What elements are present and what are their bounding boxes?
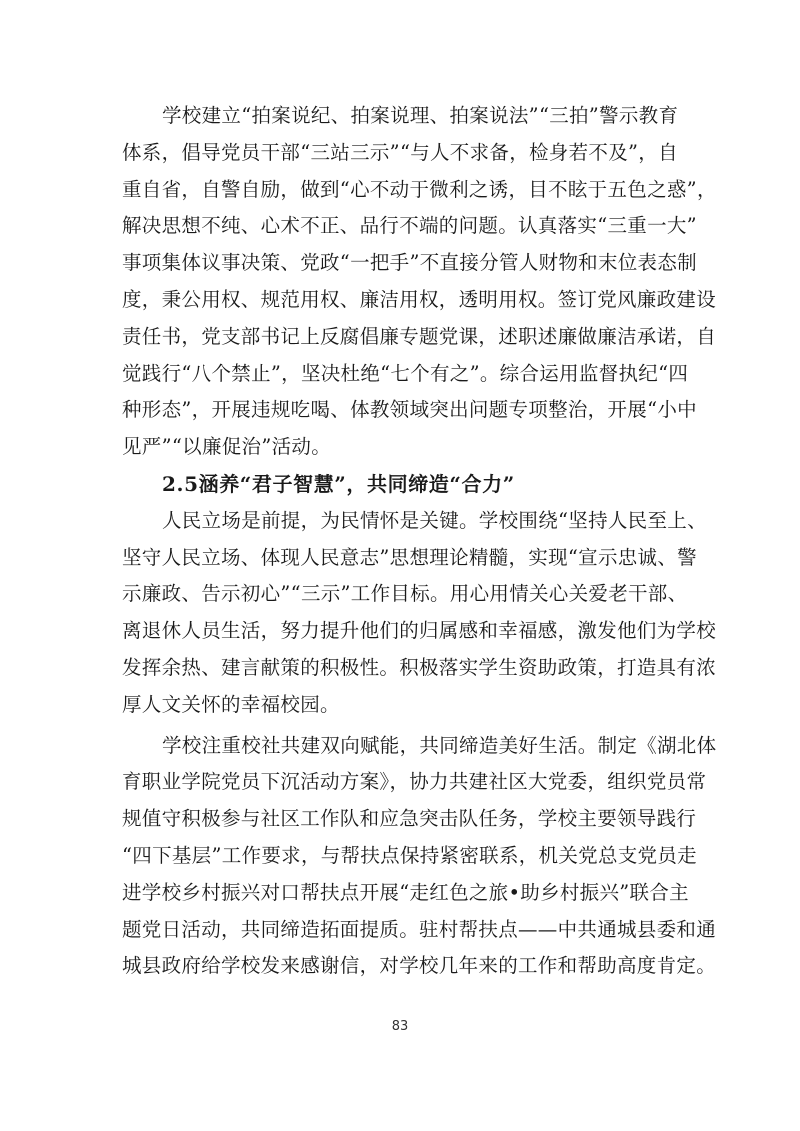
paragraph-line: 体系，倡导党员干部“三站三示”“与人不求备，检身若不及”，自 (122, 140, 678, 164)
paragraph-line: 学校建立“拍案说纪、拍案说理、拍案说法”“三拍”警示教育 (162, 104, 679, 127)
paragraph-people-position (122, 503, 717, 724)
paragraph-line: 见严”“以廉促治”活动。 (122, 435, 332, 459)
paragraph-line: 城县政府给学校发来感谢信，对学校几年来的工作和帮助高度肯定。 (122, 954, 717, 978)
paragraph-line: 重自省，自警自励，做到“心不动于微利之诱，目不眩于五色之惑”， (122, 177, 717, 201)
section-heading: 2.5涵养“君子智慧”，共同缔造“合力” (162, 471, 515, 496)
paragraph-line: 育职业学院党员下沉活动方案》，协力共建社区大党委，组织党员常 (122, 770, 707, 794)
page-number: 83 (391, 1019, 409, 1034)
paragraph-community-building (122, 728, 717, 986)
paragraph-line: 责任书，党支部书记上反腐倡廉专题党课，述职述廉做廉洁承诺，自 (122, 324, 717, 348)
paragraph-line: 坚守人民立场、体现人民意志”思想理论精髓，实现“宣示忠诚、警 (122, 545, 697, 569)
paragraph-line: 人民立场是前提，为民情怀是关键。学校围绕“坚持人民至上、 (162, 508, 707, 532)
paragraph-line: 进学校乡村振兴对口帮扶点开展“走红色之旅•助乡村振兴”联合主 (122, 880, 689, 904)
paragraph-line: 规值守积极参与社区工作队和应急突击队任务，学校主要领导践行 (122, 807, 697, 831)
paragraph-line: 觉践行“八个禁止”，坚决杜绝“七个有之”。综合运用监督执纪“四 (122, 361, 689, 385)
paragraph-line: 种形态”，开展违规吃喝、体教领域突出问题专项整治，开展“小中 (122, 398, 697, 422)
paragraph-line: 发挥余热、建言献策的积极性。积极落实学生资助政策，打造具有浓 (122, 655, 717, 679)
paragraph-line: 示廉政、告示初心”“三示”工作目标。用心用情关心关爱老干部、 (122, 582, 688, 606)
paragraph-line: 度，秉公用权、规范用权、廉洁用权，透明用权。签订党风廉政建设 (122, 287, 717, 311)
paragraph-discipline-education (122, 98, 717, 466)
document-body (122, 98, 717, 985)
paragraph-line: 厚人文关怀的幸福校园。 (122, 692, 340, 716)
paragraph-line: 题党日活动，共同缔造拓面提质。驻村帮扶点——中共通城县委和通 (122, 917, 717, 941)
paragraph-line: 学校注重校社共建双向赋能，共同缔造美好生活。制定《湖北体 (162, 733, 717, 757)
paragraph-line: 离退休人员生活，努力提升他们的归属感和幸福感，激发他们为学校 (122, 619, 717, 643)
paragraph-line: 事项集体议事决策、党政“一把手”不直接分管人财物和末位表态制 (122, 251, 697, 275)
paragraph-line: “四下基层”工作要求，与帮扶点保持紧密联系，机关党总支党员走 (122, 843, 697, 867)
paragraph-line: 解决思想不纯、心术不正、品行不端的问题。认真落实“三重一大” (122, 214, 697, 238)
